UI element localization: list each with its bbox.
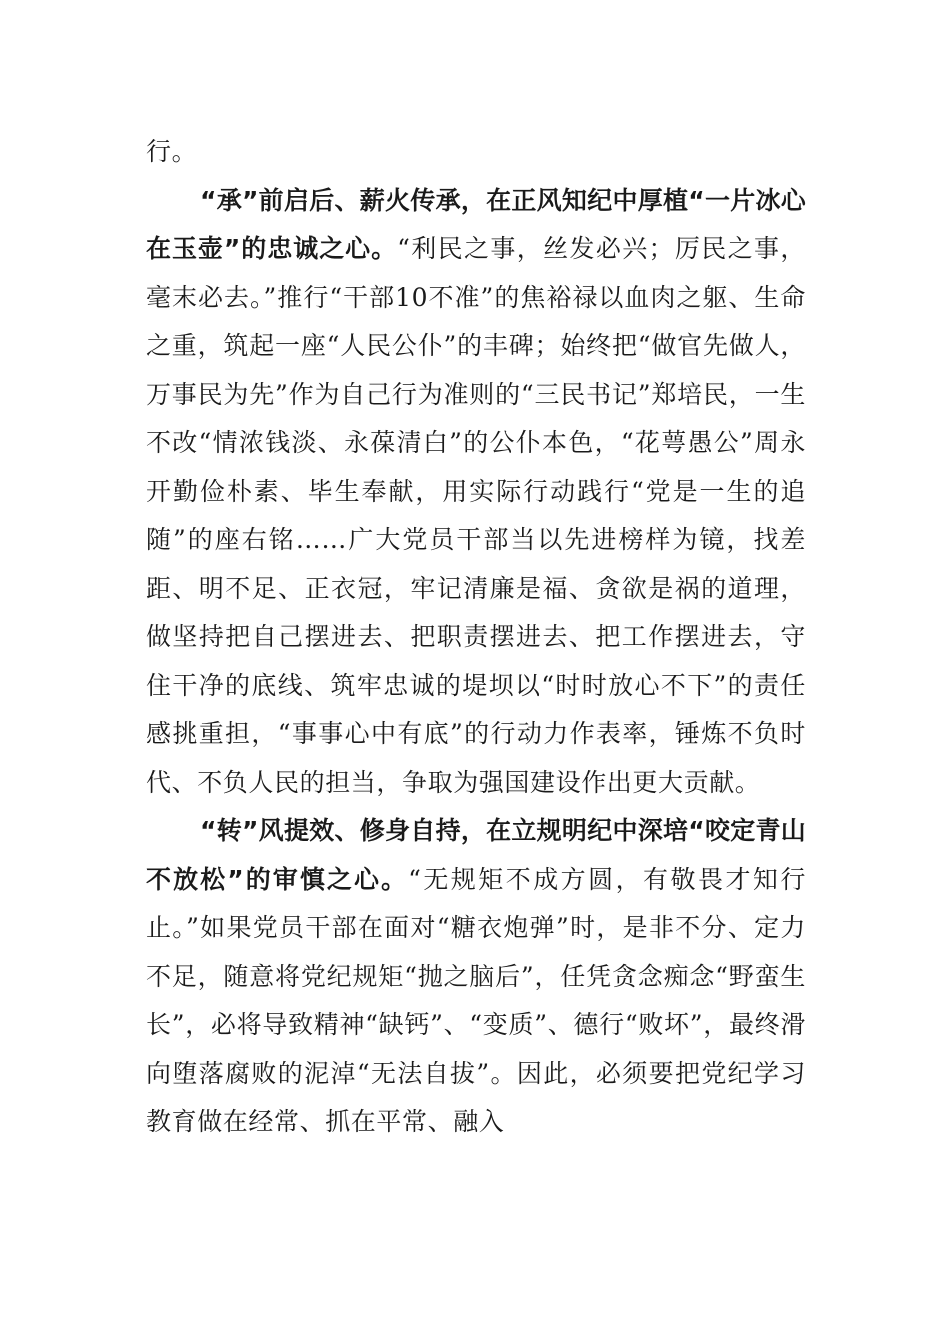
paragraph-lead-heading: “转”风提效、修身自持，在立规明纪中深培“咬定青山不放松”的审慎之心。 <box>146 816 806 894</box>
document-body <box>146 128 806 1147</box>
paragraph-continuation <box>146 128 806 177</box>
paragraph-cheng <box>146 177 806 808</box>
paragraph-text: 行。 <box>146 137 198 166</box>
paragraph-text: “利民之事，丝发必兴；厉民之事，毫末必去。”推行“干部10不准”的焦裕禄以血肉之躯、生命之重，筑起一座“人民公仆”的丰碑；始终把“做官先做人，万事民为先”作为自己行为准则的“三民书记”郑培民，一生不改“情浓钱淡、永葆清白”的公仆本色，“花萼愚公”周永开勤俭朴素、毕生奉献，用实际行动践行“党是一生的追随”的座右铭……广大党员干部当以先进榜样为镜，找差距、明不足、正衣冠，牢记清廉是福、贪欲是祸的道理，做坚持把自己摆进去、把职责摆进去、把工作摆进去，守住干净的底线、筑牢忠诚的堤坝以“时时放心不下”的责任感挑重担，“事事心中有底”的行动力作表率，锤炼不负时代、不负人民的担当，争取为强国建设作出更大贡献。 <box>146 234 806 797</box>
paragraph-text: “无规矩不成方圆，有敬畏才知行止。”如果党员干部在面对“糖衣炮弹”时，是非不分、定力不足，随意将党纪规矩“抛之脑后”，任凭贪念痴念“野蛮生长”，必将导致精神“缺钙”、“变质”、德行“败坏”，最终滑向堕落腐败的泥淖“无法自拔”。因此，必须要把党纪学习教育做在经常、抓在平常、融入 <box>146 864 806 1136</box>
paragraph-zhuan <box>146 807 806 1147</box>
paragraph-lead-heading: “承”前启后、薪火传承，在正风知纪中厚植“一片冰心在玉壶”的忠诚之心。 <box>146 185 806 263</box>
